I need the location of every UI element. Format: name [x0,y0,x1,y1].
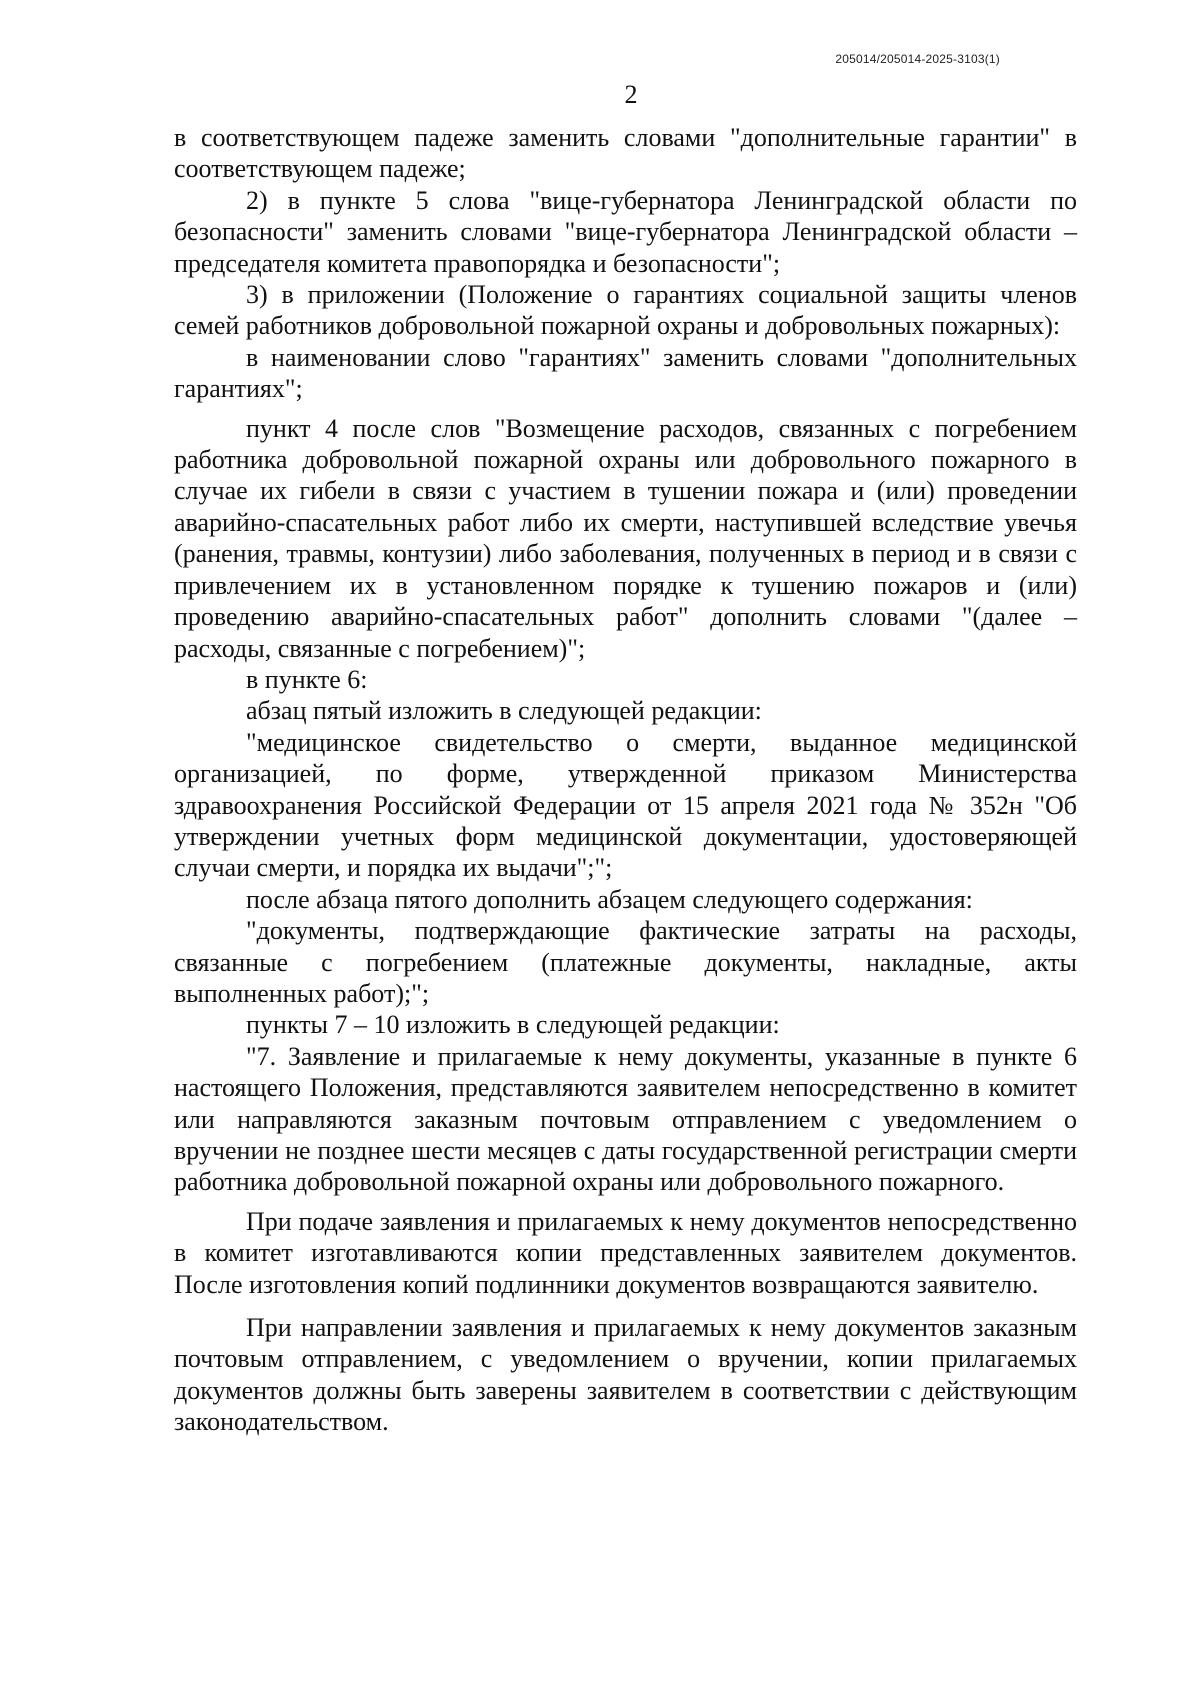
paragraph-2: 2) в пункте 5 слова "вице-губернатора Ленинградской области по безопасности" заменить словами "вице-губернатора Ленинградской области – председателя комитета правопорядка и безопасности"; [174,185,1077,278]
paragraph-1: в соответствующем падеже заменить словами "дополнительные гарантии" в соответствующем падеже; [174,123,1077,184]
paragraph-7: абзац пятый изложить в следующей редакции: [246,696,762,726]
paragraph-6: в пункте 6: [246,664,368,694]
paragraph-3: 3) в приложении (Положение о гарантиях социальной защиты членов семей работников добровольной пожарной охраны и добровольных пожарных): [174,280,1077,341]
paragraph-14: При направлении заявления и прилагаемых к нему документов заказным почтовым отправлением, с уведомлением о вручении, копии прилагаемых документов должны быть заверены заявителем в соответствии с действующим законодательством. [174,1313,1077,1437]
document-body [174,122,1077,1438]
paragraph-5: пункт 4 после слов "Возмещение расходов, связанных с погребением работника добровольной пожарной охраны или добровольного пожарного в случае их гибели в связи с участием в тушении пожара и (или) проведении аварийно-спасательных работ либо их смерти, наступившей вследствие увечья (ранения, травмы, контузии) либо заболевания, полученных в период и в связи с привлечением их в установленном порядке к тушению пожаров и (или) проведению аварийно-спасательных работ" дополнить словами "(далее – расходы, связанные с погребением)"; [174,413,1077,663]
paragraph-12: "7. Заявление и прилагаемые к нему документы, указанные в пункте 6 настоящего Положения, представляются заявителем непосредственно в комитет или направляются заказным почтовым отправлением с уведомлением о вручении не позднее шести месяцев с даты государственной регистрации смерти работника добровольной пожарной охраны или добровольного пожарного. [174,1041,1077,1197]
paragraph-13: При подаче заявления и прилагаемых к нему документов непосредственно в комитет изготавливаются копии представленных заявителем документов. После изготовления копий подлинники документов возвращаются заявителю. [174,1206,1077,1299]
paragraph-8: "медицинское свидетельство о смерти, выданное медицинской организацией, по форме, утвержденной приказом Министерства здравоохранения Российской Федерации от 15 апреля 2021 года № 352н "Об утверждении учетных форм медицинской документации, удостоверяющей случаи смерти, и порядка их выдачи";"; [174,727,1077,883]
paragraph-4: в наименовании слово "гарантиях" заменить словами "дополнительных гарантиях"; [174,342,1077,404]
paragraph-9: после абзаца пятого дополнить абзацем следующего содержания: [246,884,973,914]
paragraph-11: пункты 7 – 10 изложить в следующей редакции: [246,1010,780,1040]
paragraph-10: "документы, подтверждающие фактические затраты на расходы, связанные с погребением (платежные документы, накладные, акты выполненных работ);"; [174,916,1077,1008]
document-id: 205014/205014-2025-3103(1) [835,52,1000,66]
page-number: 2 [624,80,638,109]
